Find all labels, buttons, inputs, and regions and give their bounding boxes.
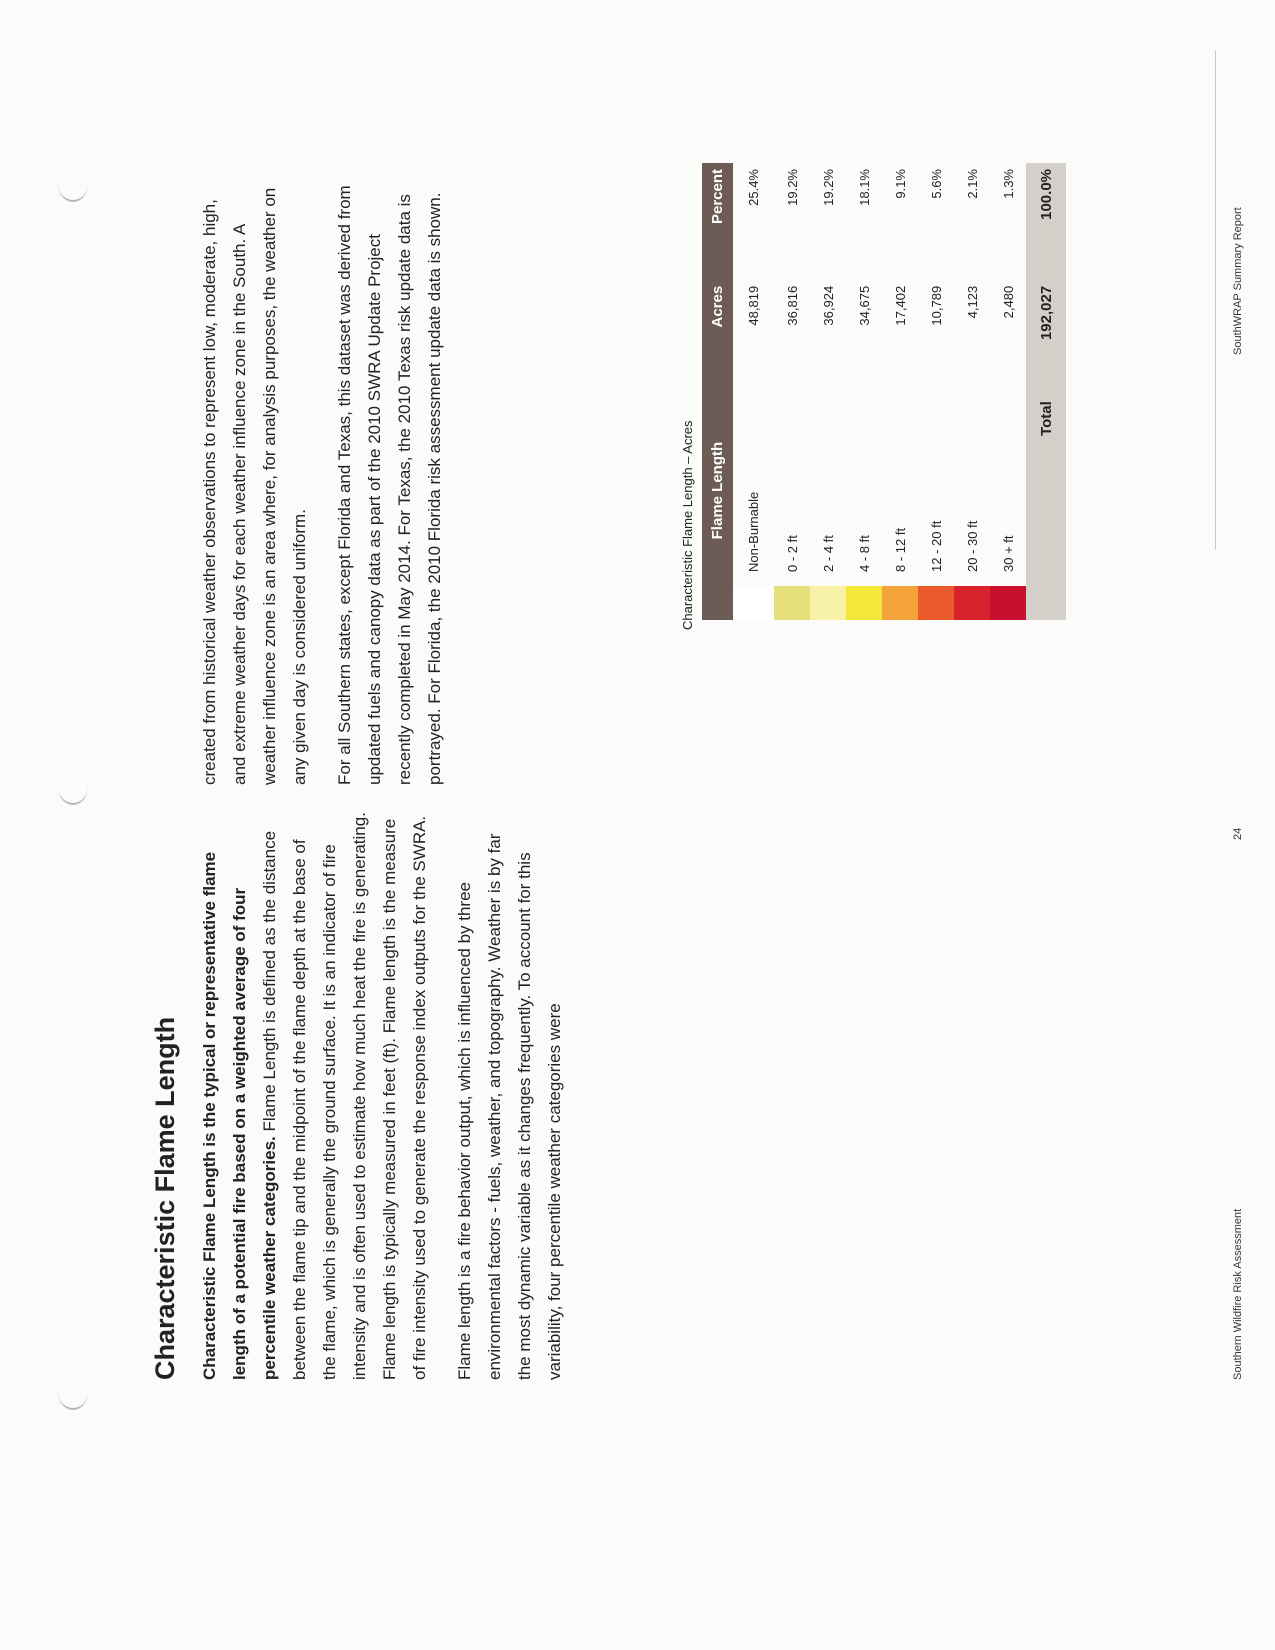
header-acres: Acres: [702, 280, 733, 395]
table-row: [882, 163, 918, 620]
row-category: 8 - 12 ft: [892, 527, 908, 572]
row-acres: 2,480: [1000, 285, 1016, 319]
footer-right-text: SouthWRAP Summary Report: [1232, 207, 1244, 355]
color-swatch: [810, 586, 846, 620]
row-category: 4 - 8 ft: [856, 535, 872, 572]
row-percent: 19.2%: [784, 169, 800, 206]
total-swatch-cell: [1026, 586, 1066, 620]
row-category: 0 - 2 ft: [784, 535, 800, 572]
color-swatch: [774, 586, 810, 620]
page-title: Characteristic Flame Length: [150, 1016, 180, 1380]
table-row: [954, 163, 990, 620]
total-label: Total: [1026, 395, 1066, 586]
row-percent: 25.4%: [746, 169, 761, 206]
row-acres: 36,924: [820, 285, 836, 326]
paragraph-behavior: Flame length is a fire behavior output, which is influenced by three environmental factors - fuels, weather, and topography. Weather is by far the most dynamic variable as it changes frequently. To account for this variability, four percentile weather categories were: [455, 833, 564, 1380]
row-acres: 10,789: [928, 285, 944, 326]
table-body: [733, 163, 1026, 620]
color-swatch: [882, 586, 918, 620]
row-percent: 18.1%: [856, 169, 872, 206]
total-percent: 100.0%: [1026, 163, 1066, 280]
row-category: 20 - 30 ft: [964, 520, 980, 572]
row-acres: 4,123: [964, 285, 980, 319]
total-acres: 192,027: [1026, 280, 1066, 395]
row-acres: 36,816: [784, 285, 800, 326]
color-swatch: [918, 586, 954, 620]
page-number: 24: [1232, 827, 1244, 840]
flame-length-table: [702, 163, 1066, 620]
table-row: [918, 163, 954, 620]
punch-hole-decoration: [58, 166, 88, 202]
footer-divider: [1215, 50, 1216, 550]
table-row: [733, 163, 774, 620]
table-row: [810, 163, 846, 620]
row-percent: 9.1%: [892, 169, 908, 199]
paragraph-weather-zones: created from historical weather observations to represent low, moderate, high, and extreme weather days for each weather influence zone in the South. A weather influence zone is an area where, for analysis purposes, the weather on any given day is considered uniform.: [200, 187, 309, 785]
color-swatch: [846, 586, 882, 620]
punch-hole-decoration: [58, 769, 88, 805]
paragraph-body: Flame Length is defined as the distance between the flame tip and the midpoint of the flame depth at the base of the flame, which is generally the ground surface. It is an indicator of fire intensity and is often used to estimate how much heat the fire is generating. Flame length is typically measured in feet (ft). Flame length is the measure of fire intensity used to generate the response index outputs for the SWRA.: [260, 812, 429, 1380]
paragraph-lead-bold: Characteristic Flame Length is the typical or representative flame length of a potential fire based on a weighted average of four percentile weather categories.: [200, 851, 279, 1380]
color-swatch: [990, 586, 1026, 620]
header-swatch-cell: [702, 586, 733, 620]
color-swatch: [954, 586, 990, 620]
punch-hole-decoration: [58, 1374, 88, 1410]
left-text-column: [195, 812, 585, 1380]
row-acres: 17,402: [892, 285, 908, 326]
table-caption: Characteristic Flame Length – Acres: [680, 420, 695, 630]
row-category: 12 - 20 ft: [928, 520, 944, 572]
footer-left-text: Southern Wildfire Risk Assessment: [1232, 1208, 1244, 1380]
row-category: Non-Burnable: [746, 491, 761, 572]
paragraph-definition: [195, 812, 435, 1380]
table-row: [774, 163, 810, 620]
right-text-column: [195, 185, 465, 785]
row-percent: 5.6%: [928, 169, 944, 199]
table-row: [846, 163, 882, 620]
row-percent: 1.3%: [1000, 169, 1016, 199]
paragraph-data-sources: For all Southern states, except Florida and Texas, this dataset was derived from updated fuels and canopy data as part of the 2010 SWRA Update Project recently completed in May 2014. For Texas, the 2010 Texas risk update data is portrayed. For Florida, the 2010 Florida risk assessment update data is shown.: [335, 185, 444, 785]
row-percent: 19.2%: [820, 169, 836, 206]
row-percent: 2.1%: [964, 169, 980, 199]
table-row: [990, 163, 1026, 620]
color-swatch: [733, 586, 774, 620]
table-header-row: [702, 163, 733, 620]
header-percent: Percent: [702, 163, 733, 280]
row-category: 30 + ft: [1000, 535, 1016, 572]
header-flame-length: Flame Length: [702, 395, 733, 586]
row-acres: 48,819: [746, 285, 761, 326]
table-total-row: [1026, 163, 1066, 620]
row-acres: 34,675: [856, 285, 872, 326]
row-category: 2 - 4 ft: [820, 535, 836, 572]
